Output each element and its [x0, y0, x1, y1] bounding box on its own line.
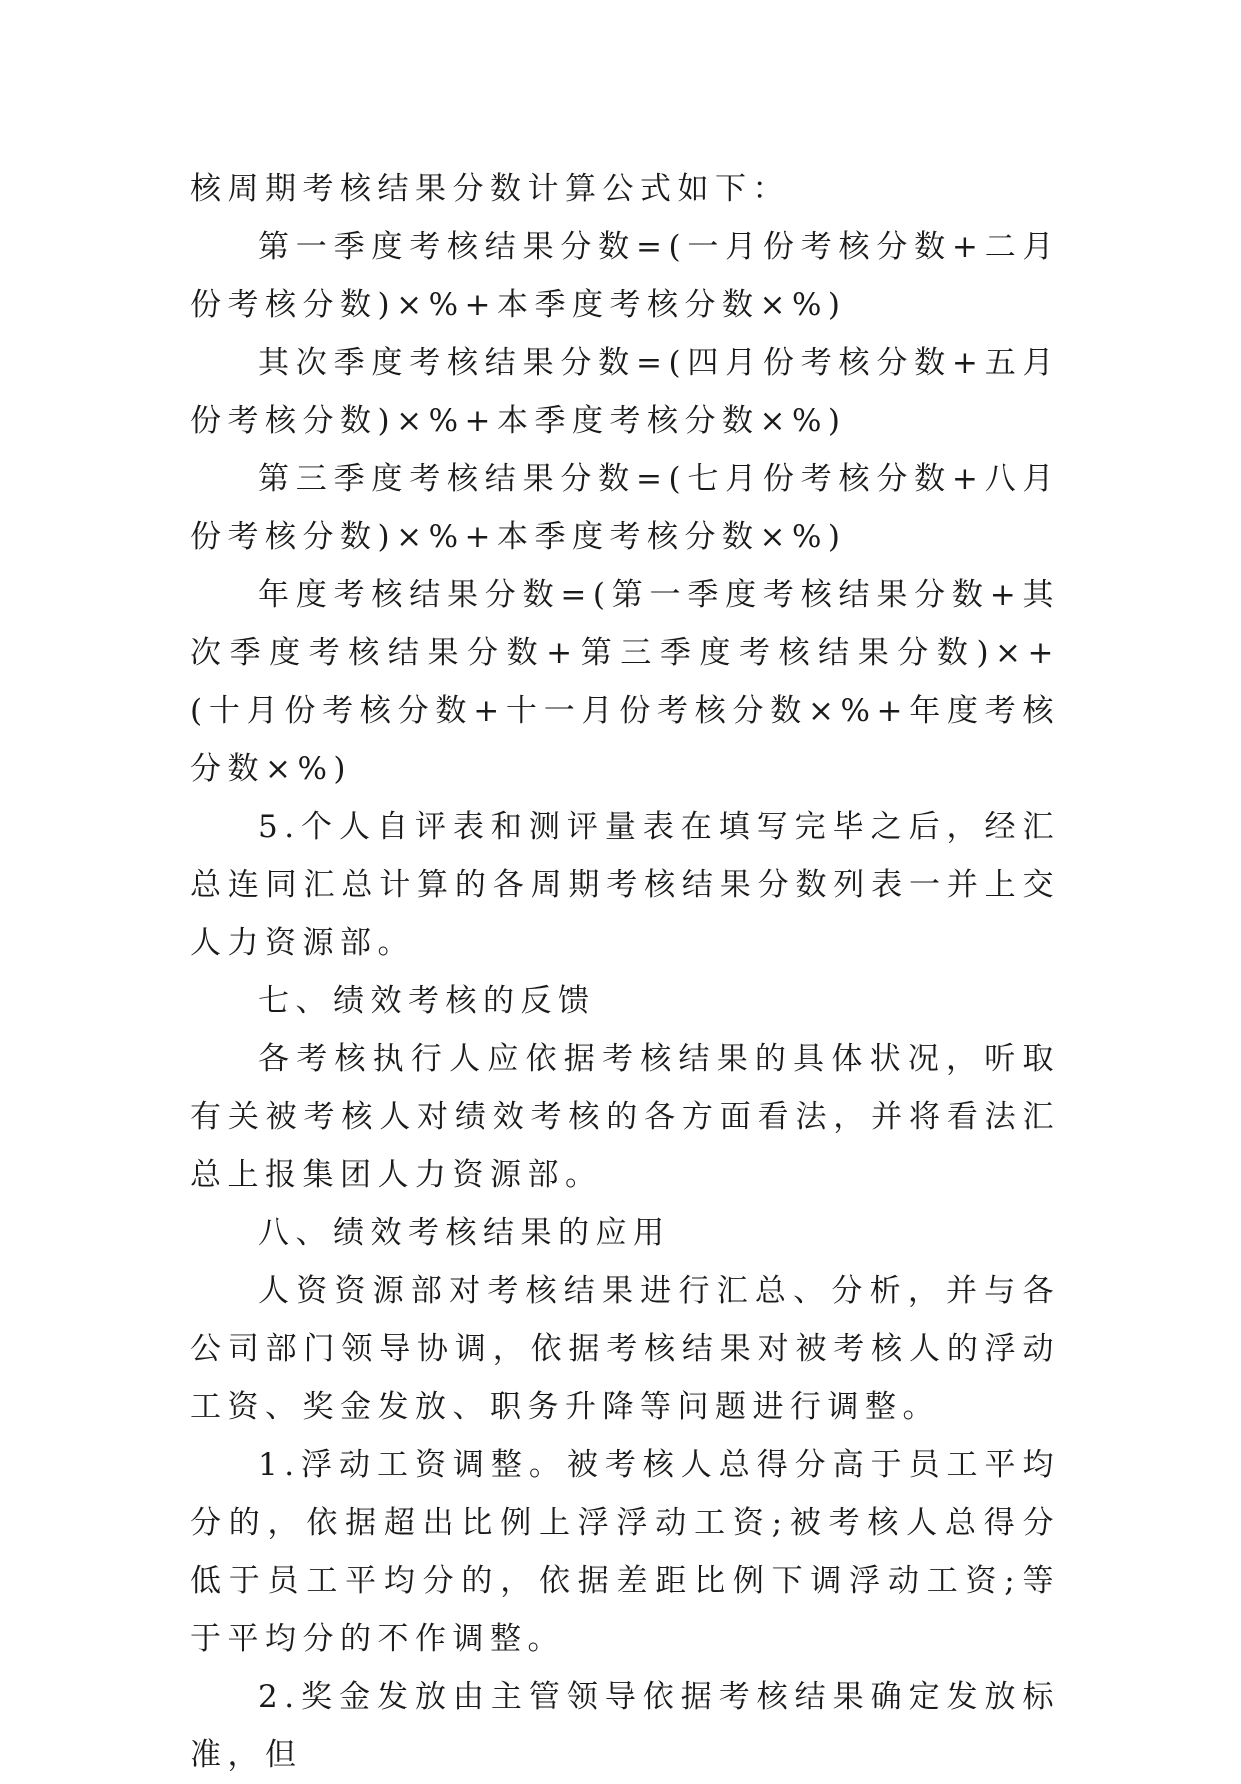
paragraph-annual-formula: 年度考核结果分数=(第一季度考核结果分数+其次季度考核结果分数+第三季度考核结果分数)×+(十月份考核分数+十一月份考核分数×%+年度考核分数×%)	[190, 577, 1060, 787]
paragraph-feedback: 各考核执行人应依据考核结果的具体状况，听取有关被考核人对绩效考核的各方面看法，并将看法汇总上报集团人力资源部。	[190, 1041, 1060, 1193]
paragraph-formula-intro: 核周期考核结果分数计算公式如下：	[190, 171, 790, 207]
section-heading-feedback: 七、绩效考核的反馈	[258, 983, 596, 1019]
paragraph-item-5: 5.个人自评表和测评量表在填写完毕之后，经汇总连同汇总计算的各周期考核结果分数列表一并上交人力资源部。	[190, 809, 1060, 961]
paragraph-q1-formula: 第一季度考核结果分数=(一月份考核分数+二月份考核分数)×%+本季度考核分数×%)	[190, 229, 1060, 323]
paragraph-q2-formula: 其次季度考核结果分数=(四月份考核分数+五月份考核分数)×%+本季度考核分数×%)	[190, 345, 1060, 439]
section-heading-application: 八、绩效考核结果的应用	[258, 1215, 671, 1251]
paragraph-item-1-salary: 1.浮动工资调整。被考核人总得分高于员工平均分的，依据超出比例上浮浮动工资;被考核人总得分低于员工平均分的，依据差距比例下调浮动工资;等于平均分的不作调整。	[190, 1447, 1060, 1657]
paragraph-application: 人资资源部对考核结果进行汇总、分析，并与各公司部门领导协调，依据考核结果对被考核人的浮动工资、奖金发放、职务升降等问题进行调整。	[190, 1273, 1060, 1425]
paragraph-item-2-bonus: 2.奖金发放由主管领导依据考核结果确定发放标准，但	[190, 1679, 1060, 1773]
paragraph-q3-formula: 第三季度考核结果分数=(七月份考核分数+八月份考核分数)×%+本季度考核分数×%)	[190, 461, 1060, 555]
document-body	[190, 160, 1060, 1784]
